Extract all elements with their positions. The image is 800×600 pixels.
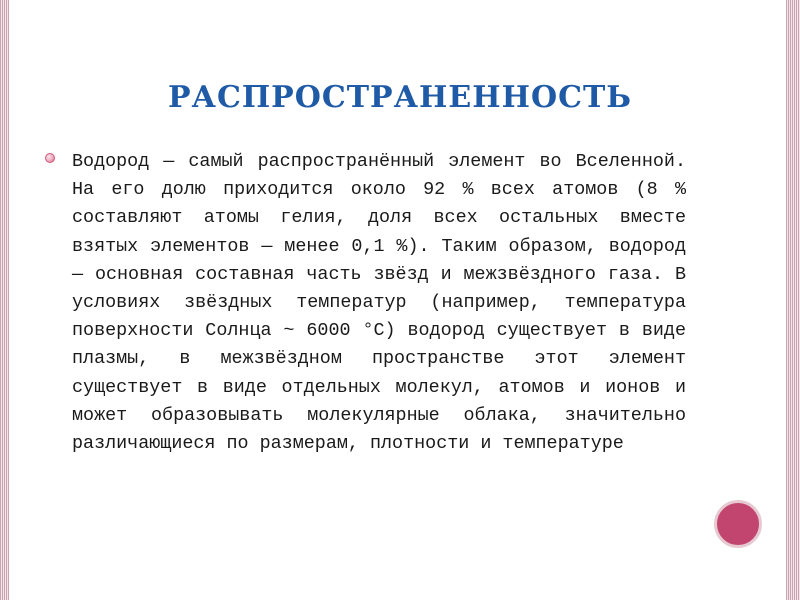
slide-paragraph: Водород — самый распространённый элемент во Вселенной. На его долю приходится около 92 % всех атомов (8 % составляют атомы гелия, доля всех остальных вместе взятых элементов — менее 0,1 %). Таким образом, водород — основная составная часть звёзд и межзвёздного газа. В условиях звёздных температур (например, температура поверхности Солнца ~ 6000 °C) водород существует в виде плазмы, в межзвёздном пространстве этот элемент существует в виде отдельных молекул, атомов и ионов и может образовывать молекулярные облака, значительно различающиеся по размерам, плотности и температуре	[72, 151, 686, 455]
circle-bullet-icon	[45, 153, 55, 163]
slide-title: РАСПРОСТРАНЕННОСТЬ	[167, 80, 633, 115]
circle-decoration-icon	[714, 500, 762, 548]
